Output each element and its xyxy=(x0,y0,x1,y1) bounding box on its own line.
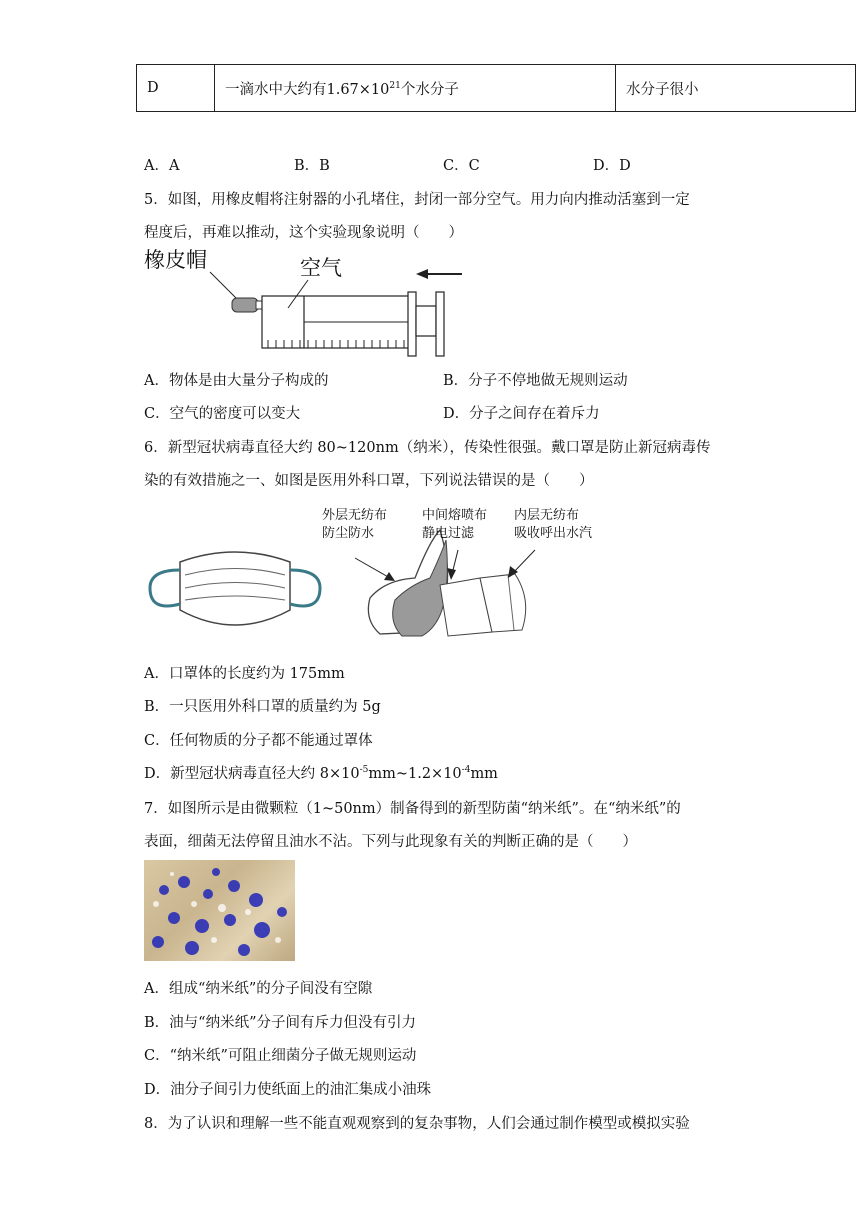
outer-layer-desc: 防尘防水 xyxy=(322,526,375,541)
q7-option-b[interactable]: B．油与“纳米纸”分子间有斥力但没有引力 xyxy=(144,1015,416,1031)
q7-option-a[interactable]: A．组成“纳米纸”的分子间没有空隙 xyxy=(144,981,373,997)
q4-option-b[interactable]: B．B xyxy=(294,158,330,174)
table-cell-option: D xyxy=(137,65,215,112)
q6-option-c[interactable]: C．任何物质的分子都不能通过罩体 xyxy=(144,733,373,749)
table-row xyxy=(137,65,856,112)
q6-option-a[interactable]: A．口罩体的长度约为 175mm xyxy=(144,666,345,682)
q5-option-b[interactable]: B．分子不停地做无规则运动 xyxy=(443,373,628,389)
q6-option-d[interactable]: D．新型冠状病毒直径大约 $8\times 10^{-5}mm\sim 1.2\times 10^{-4}mm$ xyxy=(144,765,498,782)
q6-stem-line2: 染的有效措施之一、如图是医用外科口罩，下列说法错误的是（ ） xyxy=(144,473,594,489)
syringe-figure xyxy=(140,244,480,362)
table-cell-conclusion: 水分子很小 xyxy=(616,65,856,112)
q5-option-d[interactable]: D．分子之间存在着斥力 xyxy=(443,406,600,422)
inner-layer-label: 内层无纺布 xyxy=(514,508,580,523)
syringe-diagram xyxy=(140,244,480,362)
air-label: 空气 xyxy=(300,256,342,280)
q5-option-c[interactable]: C．空气的密度可以变大 xyxy=(144,406,301,422)
nano-paper-photo xyxy=(144,860,295,961)
q7-stem-line1: 7．如图所示是由微颗粒（1~50nm）制备得到的新型防菌“纳米纸”。在“纳米纸”的 xyxy=(144,801,681,817)
middle-layer-label: 中间熔喷布 xyxy=(422,508,488,523)
q7-stem-line2: 表面，细菌无法停留且油水不沾。下列与此现象有关的判断正确的是（ ） xyxy=(144,834,637,850)
q7-option-d[interactable]: D．油分子间引力使纸面上的油汇集成小油珠 xyxy=(144,1082,432,1098)
q8-stem-line1: 8．为了认识和理解一些不能直观观察到的复杂事物，人们会通过制作模型或模拟实验 xyxy=(144,1116,690,1132)
outer-layer-label: 外层无纺布 xyxy=(322,508,388,523)
water-droplets-image xyxy=(144,860,295,961)
q4-option-d[interactable]: D．D xyxy=(593,158,631,174)
q6-stem-line1: 6．新型冠状病毒直径大约 80~120nm（纳米），传染性很强。戴口罩是防止新冠病毒传 xyxy=(144,440,711,456)
q5-option-a[interactable]: A．物体是由大量分子构成的 xyxy=(144,373,329,389)
table-cell-fact: 一滴水中大约有$1.67\times 10^{21}$个水分子 xyxy=(215,65,616,112)
q6-option-b[interactable]: B．一只医用外科口罩的质量约为 5g xyxy=(144,699,381,715)
q5-stem-line2: 程度后，再难以推动，这个实验现象说明（ ） xyxy=(144,225,463,241)
q7-option-c[interactable]: C．“纳米纸”可阻止细菌分子做无规则运动 xyxy=(144,1048,417,1064)
rubber-cap-label: 橡皮帽 xyxy=(144,248,207,272)
middle-layer-desc: 静电过滤 xyxy=(422,526,475,541)
answer-table xyxy=(136,64,856,112)
q4-option-a[interactable]: A．A xyxy=(144,158,180,174)
q5-stem-line1: 5．如图，用橡皮帽将注射器的小孔堵住，封闭一部分空气。用力向内推动活塞到一定 xyxy=(144,192,690,208)
q4-option-c[interactable]: C．C xyxy=(443,158,480,174)
inner-layer-desc: 吸收呼出水汽 xyxy=(514,526,593,541)
mask-figure xyxy=(140,500,610,650)
